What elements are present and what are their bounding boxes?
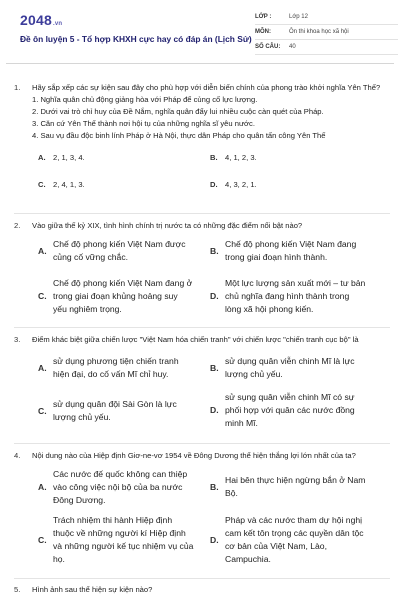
option-key: B.: [210, 481, 219, 492]
option-key: A.: [38, 245, 47, 256]
option-key: D.: [210, 180, 218, 189]
option-c[interactable]: [38, 277, 208, 316]
option-line: Hai bên thực hiện ngừng bắn ở Nam: [225, 475, 366, 485]
question-text: Điểm khác biệt giữa chiến lược "Việt Nam hóa chiến tranh" với chiến lược "chiến tranh cục bộ" là: [32, 335, 359, 344]
site-logo[interactable]: [20, 12, 62, 28]
document-header: [6, 0, 394, 64]
question-4: [14, 450, 390, 462]
question-number: 1.: [14, 83, 21, 92]
meta-value: Lớp 12: [289, 14, 308, 20]
option-line: sử dụng quân đội Sài Gòn là lực: [53, 399, 177, 409]
document-title: Đề ôn luyện 5 - Tổ hợp KHXH cực hay có đáp án (Lịch Sử): [20, 34, 252, 44]
option-text: [53, 238, 186, 264]
meta-value: 40: [289, 44, 296, 50]
option-line: Các nước đế quốc không can thiệp: [53, 469, 188, 479]
option-a[interactable]: [38, 238, 208, 264]
option-line: chủ nghĩa đang hình thành trong: [225, 291, 350, 301]
divider: [14, 578, 390, 579]
option-line: thuộc về những người kí Hiệp định: [53, 528, 186, 538]
option-line: Pháp và các nước tham dự hội nghị: [225, 515, 363, 525]
question-number: 2.: [14, 221, 21, 230]
option-key: D.: [210, 291, 219, 301]
option-b[interactable]: [210, 238, 392, 264]
option-text: [225, 355, 355, 381]
option-text: [53, 514, 193, 566]
question-number: 3.: [14, 335, 21, 344]
option-key: B.: [210, 153, 218, 162]
option-line: cơ bản của Việt Nam, Lào,: [225, 541, 327, 551]
meta-row-class: [255, 10, 398, 25]
document-meta: [255, 10, 398, 55]
option-line: vào công việc nội bộ của ba nước: [53, 482, 183, 492]
option-line: củng cố vững chắc.: [53, 252, 129, 262]
option-b[interactable]: [210, 152, 257, 164]
meta-key: MÔN:: [255, 29, 271, 35]
option-d[interactable]: [210, 277, 392, 316]
option-text: 2, 1, 3, 4.: [53, 153, 85, 162]
option-key: D.: [210, 405, 219, 415]
option-line: Campuchia.: [225, 554, 271, 564]
option-line: trong giai đoạn khủng hoảng suy: [53, 291, 178, 301]
option-text: [53, 355, 179, 381]
option-key: C.: [38, 180, 46, 189]
meta-key: LỚP :: [255, 14, 272, 20]
option-line: trong giai đoạn hình thành.: [225, 252, 328, 262]
option-text: [225, 514, 364, 566]
question-text: Nội dung nào của Hiệp định Giơ-ne-vơ 1954 về Đông Dương thể hiện thắng lợi lớn nhất của ta?: [32, 451, 356, 460]
option-line: lượng chủ yếu.: [225, 369, 283, 379]
question-2: [14, 220, 390, 232]
option-text: [53, 277, 192, 316]
option-line: họ.: [53, 554, 65, 564]
option-line: hiện đại, do cố vấn Mĩ chỉ huy.: [53, 369, 169, 379]
answer-options: [38, 142, 390, 202]
option-line: Đông Dương.: [53, 495, 106, 505]
option-c[interactable]: [38, 398, 208, 424]
option-text: 4, 3, 2, 1.: [225, 180, 257, 189]
statement: 4. Sau vụ đầu độc binh lính Pháp ở Hà Nội, thực dân Pháp cho quân tấn công Yên Thế: [32, 131, 326, 140]
option-line: sử sụng quân viễn chinh Mĩ có sự: [225, 392, 355, 402]
option-text: [53, 468, 187, 507]
option-line: sử dụng quân viễn chinh Mĩ là lực: [225, 356, 355, 366]
statement: 1. Nghĩa quân chủ động giảng hòa với Pháp để củng cố lực lượng.: [32, 95, 258, 104]
option-text: [225, 474, 365, 500]
option-a[interactable]: [38, 355, 208, 381]
option-text: [53, 398, 177, 424]
option-line: Một lực lượng sản xuất mới – tư bản: [225, 278, 366, 288]
option-line: lượng chủ yếu.: [53, 412, 111, 422]
option-key: B.: [210, 245, 219, 256]
option-text: [225, 277, 365, 316]
statement: 2. Dưới vai trò chỉ huy của Đề Nắm, nghĩa quân đẩy lui nhiều cuộc càn quét của Pháp.: [32, 107, 324, 116]
option-key: A.: [38, 482, 47, 492]
option-a[interactable]: [38, 152, 85, 164]
option-line: Bộ.: [225, 488, 238, 498]
question-text: Hình ảnh sau thể hiện sự kiện nào?: [32, 585, 153, 594]
option-key: C.: [38, 291, 47, 301]
meta-value: Ôn thi khoa học xã hội: [289, 29, 349, 35]
option-line: minh Mĩ.: [225, 418, 258, 428]
logo-domain: .vn: [52, 21, 63, 27]
option-line: Chế độ phong kiến Việt Nam đang ở: [53, 278, 193, 288]
option-text: 2, 4, 1, 3.: [53, 180, 85, 189]
option-key: A.: [38, 153, 46, 162]
question-number: 4.: [14, 451, 21, 460]
option-line: lòng xã hội phong kiến.: [225, 304, 314, 314]
divider: [14, 443, 390, 444]
option-text: [225, 391, 355, 430]
meta-row-subject: [255, 25, 398, 40]
option-key: D.: [210, 534, 219, 545]
option-line: cam kết tôn trọng các quyền dân tộc: [225, 528, 364, 538]
option-line: Chế độ phong kiến Việt Nam đang: [225, 239, 357, 249]
option-line: phối hợp với quân các nước đồng: [225, 405, 355, 415]
question-text: Vào giữa thế kỷ XIX, tình hình chính trị nước ta có những đặc điểm nổi bật nào?: [32, 221, 303, 230]
option-text: [225, 238, 356, 264]
option-c[interactable]: [38, 179, 85, 191]
option-key: C.: [38, 534, 47, 545]
question-3: [14, 334, 390, 346]
option-d[interactable]: [210, 391, 392, 430]
option-key: C.: [38, 405, 47, 416]
divider: [14, 327, 390, 328]
meta-key: SỐ CÂU:: [255, 44, 281, 50]
question-number: 5.: [14, 585, 21, 594]
option-d[interactable]: [210, 514, 392, 566]
option-b[interactable]: [210, 474, 392, 500]
option-line: và những người kế tục nhiệm vụ của: [53, 541, 194, 551]
option-b[interactable]: [210, 355, 392, 381]
option-line: sử dụng phương tiện chiến tranh: [53, 356, 179, 366]
question-1: [14, 82, 390, 202]
option-line: Chế độ phong kiến Việt Nam được: [53, 239, 186, 249]
option-d[interactable]: [210, 179, 257, 191]
statement: 3. Căn cứ Yên Thế thành nơi hội tụ của những nghĩa sĩ yêu nước.: [32, 119, 255, 128]
meta-row-count: [255, 40, 398, 55]
option-key: B.: [210, 362, 219, 373]
option-line: yếu nghiêm trọng.: [53, 304, 122, 314]
option-text: 4, 1, 2, 3.: [225, 153, 257, 162]
divider: [14, 213, 390, 214]
option-a[interactable]: [38, 468, 208, 507]
question-5: [14, 584, 390, 596]
option-c[interactable]: [38, 514, 208, 566]
option-key: A.: [38, 362, 47, 373]
option-line: Trách nhiệm thi hành Hiệp định: [53, 515, 173, 525]
logo-text: 2048: [20, 12, 52, 28]
question-text: Hãy sắp xếp các sự kiện sau đây cho phù hợp với diễn biến chính của phong trào khởi nghĩa Yên Thế?: [32, 83, 381, 92]
